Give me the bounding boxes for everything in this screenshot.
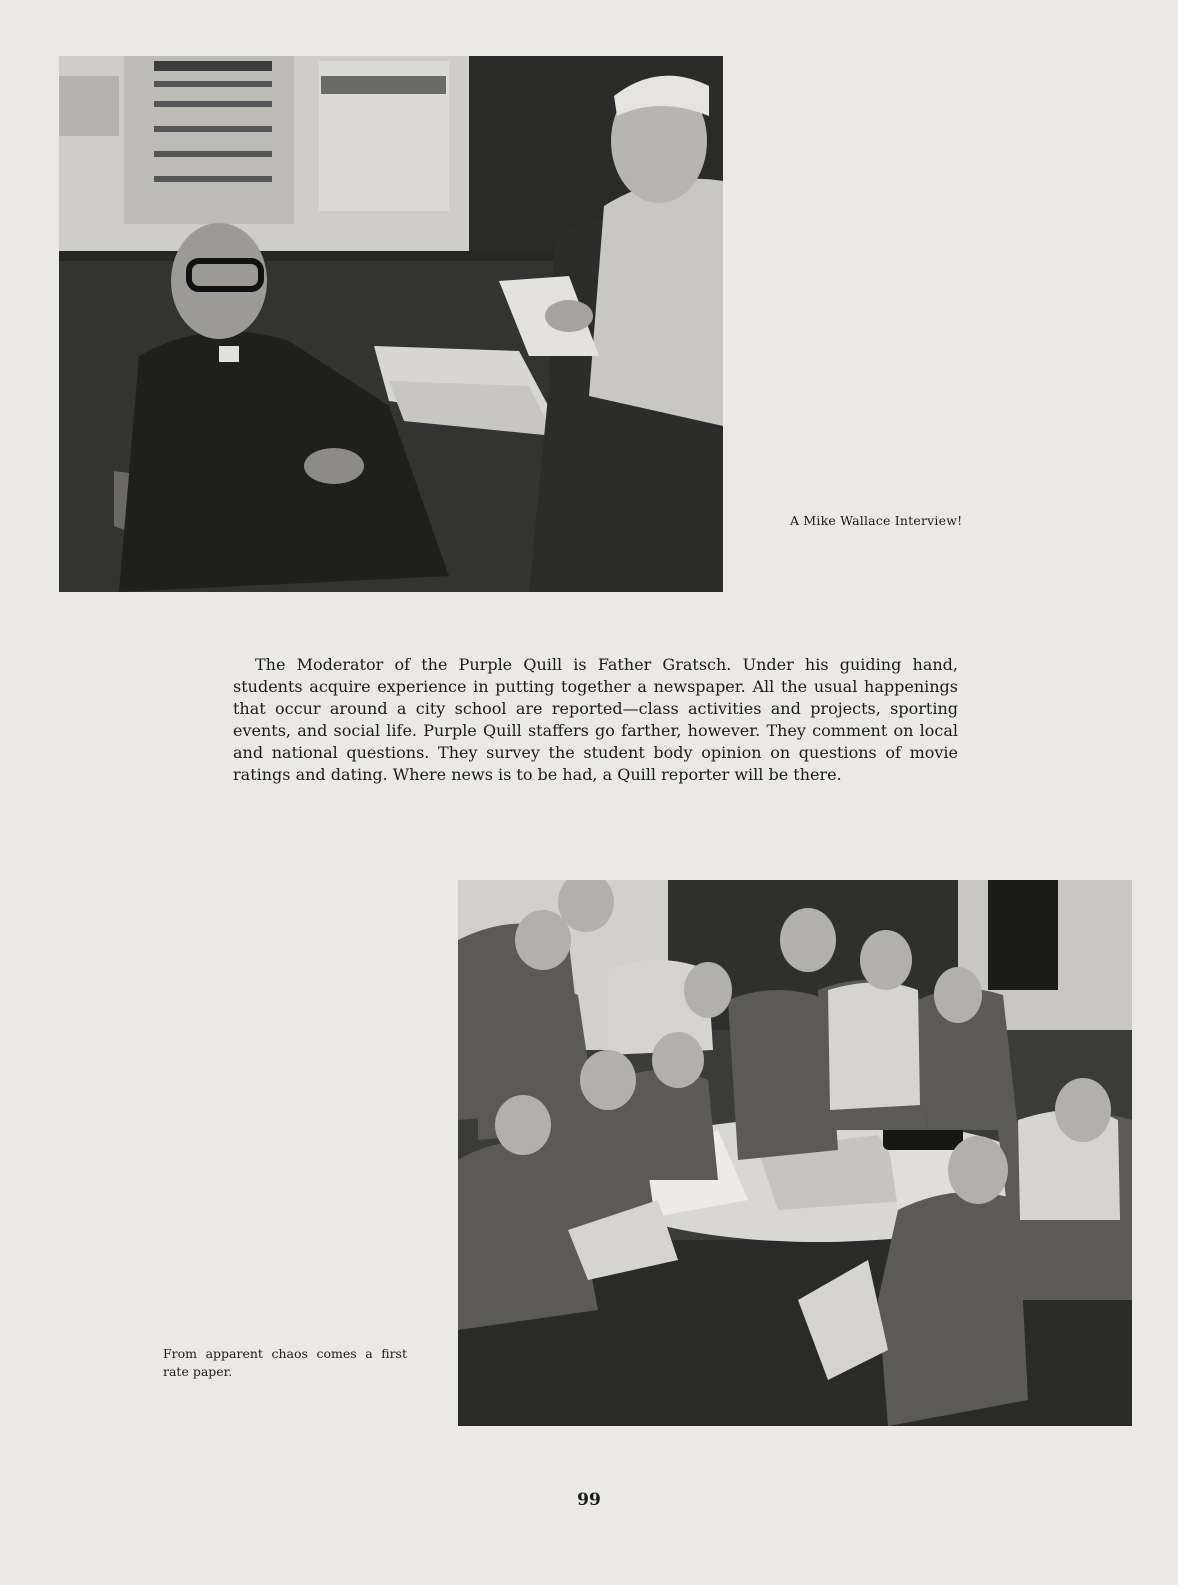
newsroom-photo-illustration xyxy=(458,880,1132,1426)
body-paragraph: The Moderator of the Purple Quill is Father Gratsch. Under his guiding hand, students acquire experience in putting together a newspaper. All the usual happenings that occur around a city school are reported—class activities and projects, sporting events, and social life. Purple Quill staffers go farther, however. They comment on local and national questions. They survey the student body opinion on questions of movie ratings and dating. Where news is to be had, a Quill reporter will be there. xyxy=(233,655,958,784)
page-number: 99 xyxy=(577,1490,601,1510)
interview-photo-illustration xyxy=(59,56,723,592)
newsroom-photo-caption: From apparent chaos comes a first rate paper. xyxy=(163,1346,407,1379)
newsroom-photo xyxy=(458,880,1132,1426)
interview-photo-caption: A Mike Wallace Interview! xyxy=(790,513,963,528)
interview-photo xyxy=(59,56,723,592)
